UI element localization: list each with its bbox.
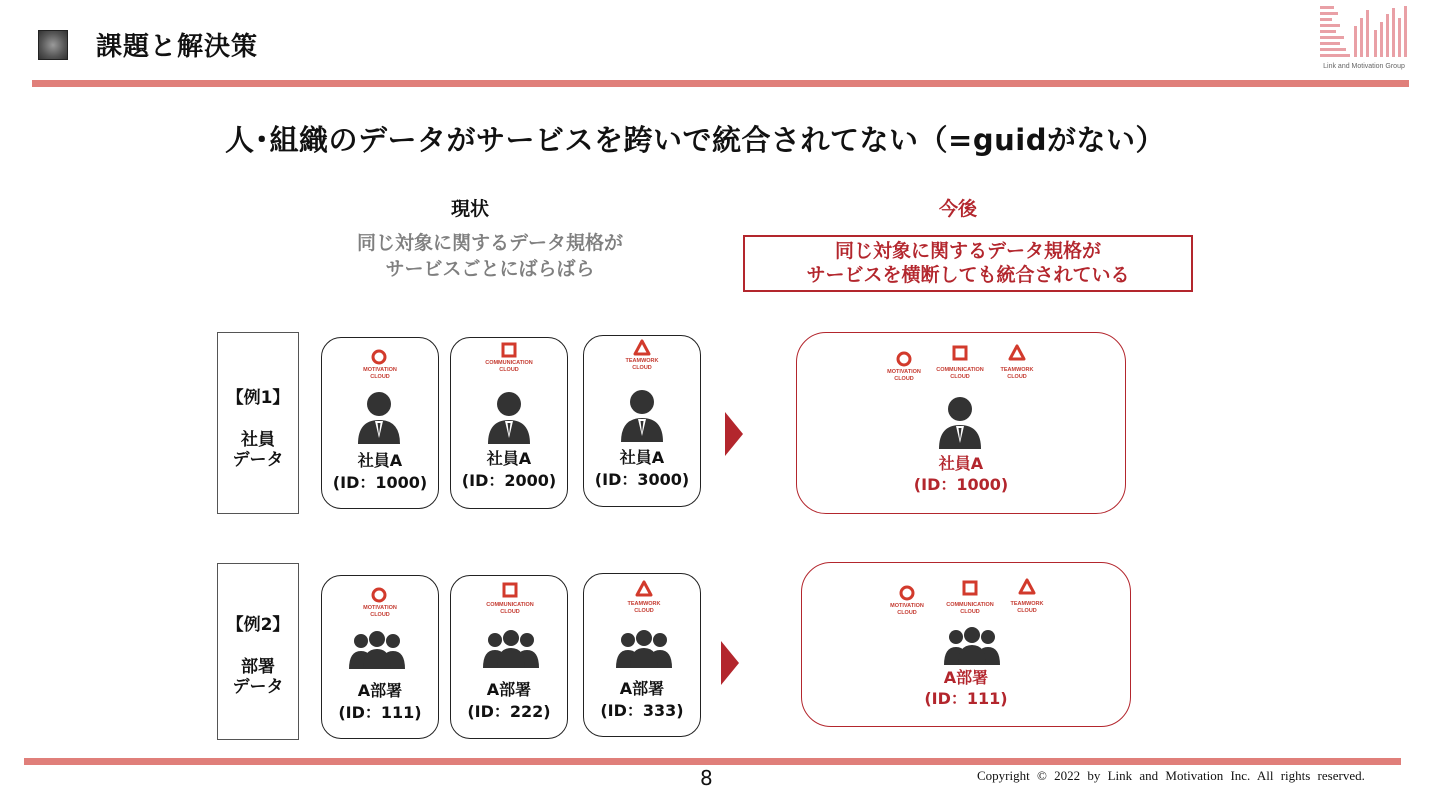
arrow-right-icon — [725, 412, 743, 456]
example1-label: 【例1】 — [226, 388, 290, 408]
main-title: 人･組織のデータがサービスを跨いで統合されてない（=guidがない） — [225, 123, 1165, 157]
example1-data-label: データ — [232, 450, 284, 470]
group-people-icon — [944, 627, 1000, 665]
teamwork-cloud-label: TEAMWORK CLOUD — [627, 601, 661, 614]
bottom-divider — [24, 758, 1401, 765]
example2-card-communication — [450, 575, 568, 739]
example1-card-motivation — [321, 337, 439, 509]
motivation-cloud-icon — [898, 584, 916, 602]
card-name: 社員A — [357, 451, 403, 470]
motivation-cloud-label: MOTIVATION CLOUD — [890, 603, 924, 616]
page-number: 8 — [700, 766, 713, 790]
example1-merged-card — [796, 332, 1126, 514]
group-people-icon — [349, 631, 405, 669]
communication-cloud-icon — [500, 341, 518, 359]
employee-person-icon — [356, 388, 402, 444]
motivation-cloud-icon — [370, 586, 388, 604]
future-heading: 今後 — [938, 198, 977, 220]
teamwork-cloud-label: TEAMWORK CLOUD — [625, 358, 659, 371]
example2-merged-card — [801, 562, 1131, 727]
motivation-cloud-label: MOTIVATION CLOUD — [363, 367, 397, 380]
teamwork-cloud-icon — [1008, 344, 1026, 362]
communication-cloud-label: COMMUNICATION CLOUD — [936, 367, 984, 380]
future-description-box — [743, 235, 1193, 292]
communication-cloud-icon — [961, 579, 979, 597]
example1-subject: 社員 — [241, 430, 275, 450]
communication-cloud-label: COMMUNICATION CLOUD — [946, 602, 994, 615]
card-id: (ID：2000) — [461, 471, 557, 490]
company-logo — [1318, 4, 1410, 74]
top-divider — [32, 80, 1409, 87]
example2-label: 【例2】 — [226, 615, 290, 635]
motivation-cloud-icon — [370, 348, 388, 366]
employee-person-icon — [937, 393, 983, 449]
future-description — [745, 239, 1191, 287]
card-name: A部署 — [486, 680, 532, 699]
card-id: (ID：111) — [338, 703, 422, 722]
communication-cloud-label: COMMUNICATION CLOUD — [486, 602, 534, 615]
communication-cloud-icon — [951, 344, 969, 362]
group-people-icon — [616, 630, 672, 668]
arrow-right-icon — [721, 641, 739, 685]
card-name: A部署 — [619, 679, 665, 698]
employee-person-icon — [486, 388, 532, 444]
teamwork-cloud-icon — [635, 580, 653, 598]
card-name: A部署 — [357, 681, 403, 700]
motivation-cloud-label: MOTIVATION CLOUD — [887, 369, 921, 382]
card-id: (ID：3000) — [594, 470, 690, 489]
current-desc-line2: サービスごとにばらばら — [385, 258, 595, 280]
group-people-icon — [483, 630, 539, 668]
header-square-icon — [38, 30, 68, 60]
future-desc-line1: 同じ対象に関するデータ規格が — [834, 240, 1101, 262]
example1-label-box — [217, 332, 299, 514]
teamwork-cloud-icon — [1018, 578, 1036, 596]
copyright-text: Copyright © 2022 by Link and Motivation Inc. All rights reserved. — [977, 768, 1365, 783]
merged-name: 社員A — [938, 454, 984, 473]
example2-label-box — [217, 563, 299, 740]
page-heading: 課題と解決策 — [96, 32, 259, 62]
card-name: 社員A — [619, 448, 665, 467]
merged-id: (ID：1000) — [913, 475, 1009, 494]
current-desc-line1: 同じ対象に関するデータ規格が — [356, 232, 623, 254]
current-heading: 現状 — [450, 198, 489, 220]
motivation-cloud-icon — [895, 350, 913, 368]
example1-card-teamwork — [583, 335, 701, 507]
example1-card-communication — [450, 337, 568, 509]
example2-data-label: データ — [232, 677, 284, 697]
teamwork-cloud-label: TEAMWORK CLOUD — [1000, 367, 1034, 380]
teamwork-cloud-icon — [633, 339, 651, 357]
example2-card-motivation — [321, 575, 439, 739]
card-name: 社員A — [486, 449, 532, 468]
example2-subject: 部署 — [241, 657, 275, 677]
motivation-cloud-label: MOTIVATION CLOUD — [363, 605, 397, 618]
card-id: (ID：1000) — [332, 473, 428, 492]
merged-name: A部署 — [943, 668, 989, 687]
future-desc-line2: サービスを横断しても統合されている — [806, 264, 1130, 286]
communication-cloud-label: COMMUNICATION CLOUD — [485, 360, 533, 373]
communication-cloud-icon — [501, 581, 519, 599]
teamwork-cloud-label: TEAMWORK CLOUD — [1010, 601, 1044, 614]
example2-card-teamwork — [583, 573, 701, 737]
current-description — [300, 230, 680, 282]
merged-id: (ID：111) — [924, 689, 1008, 708]
card-id: (ID：333) — [600, 701, 684, 720]
logo-graphic-icon — [1318, 4, 1410, 62]
employee-person-icon — [619, 386, 665, 442]
card-id: (ID：222) — [467, 702, 551, 721]
logo-text: Link and Motivation Group — [1323, 63, 1405, 70]
